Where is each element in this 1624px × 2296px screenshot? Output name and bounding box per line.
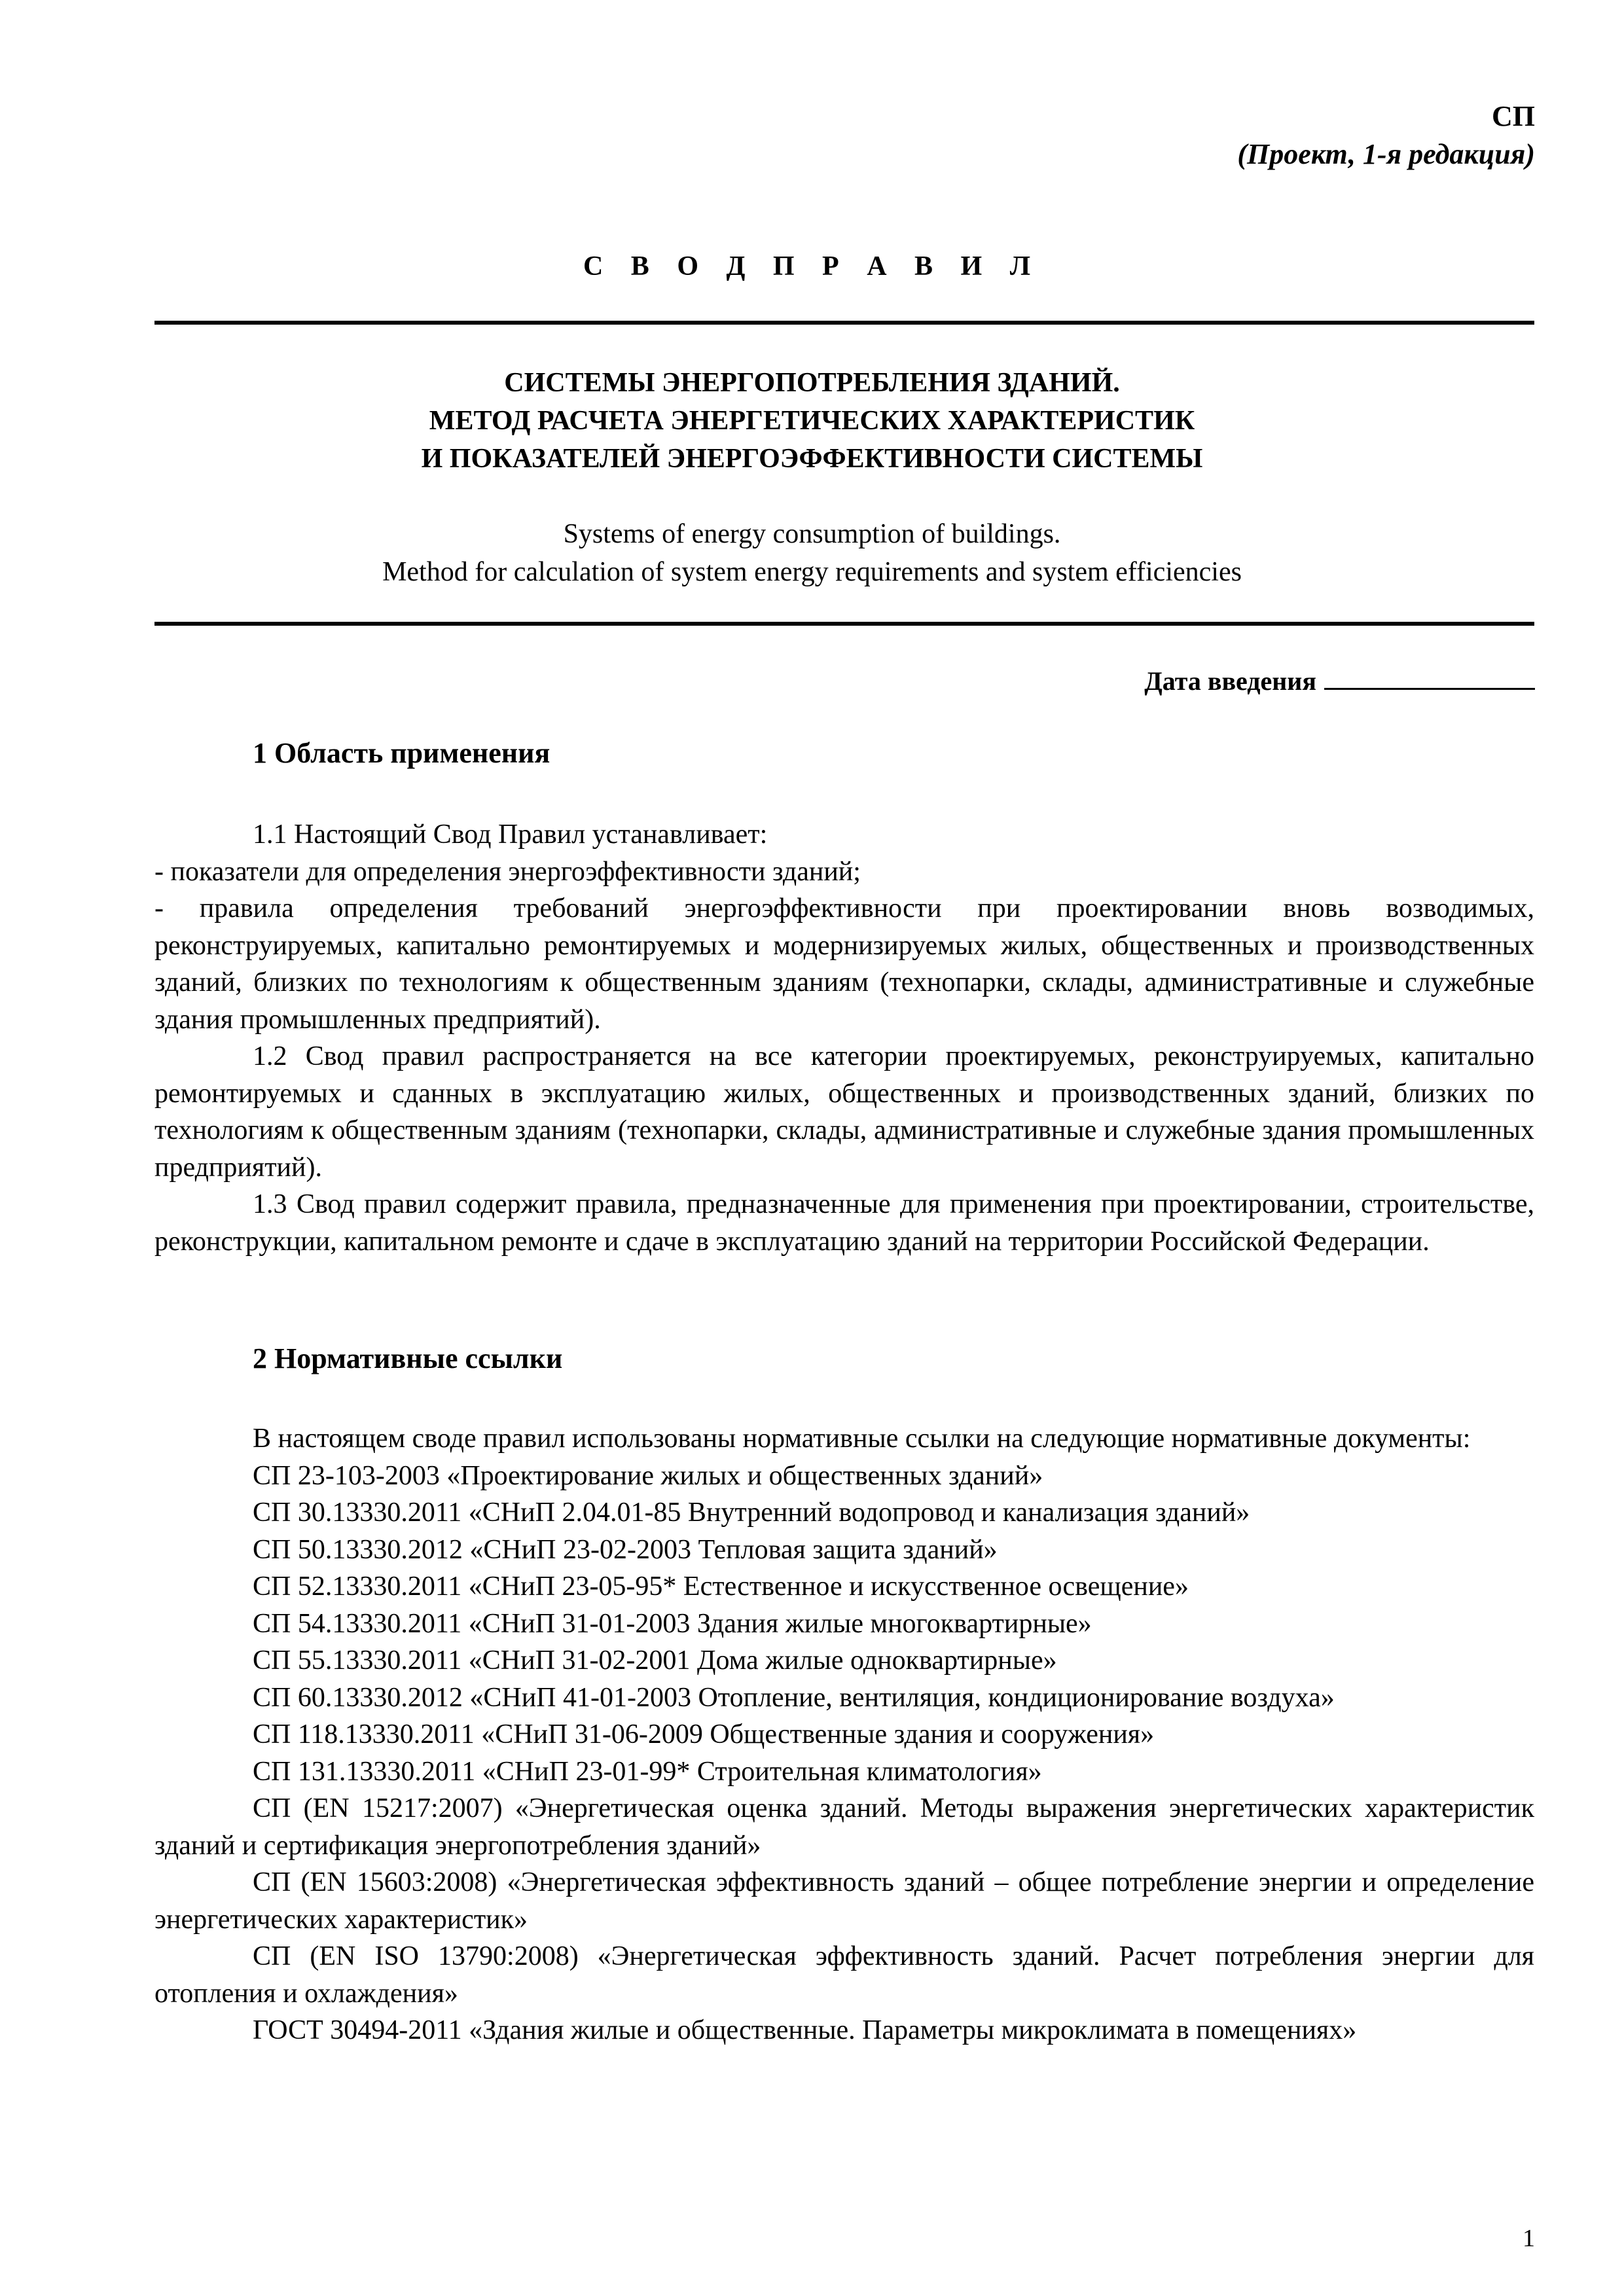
title-bottom-rule bbox=[154, 622, 1534, 626]
reference-item: СП 60.13330.2012 «СНиП 41-01-2003 Отопление, вентиляция, кондиционирование воздуха» bbox=[253, 1682, 1335, 1713]
date-label: Дата введения bbox=[1144, 666, 1316, 696]
reference-item: СП (EN ISO 13790:2008) «Энергетическая эффективность зданий. Расчет потребления энергии для отопления и охлаждения» bbox=[154, 1941, 1534, 2009]
title-russian bbox=[0, 364, 1624, 478]
paragraph: - показатели для определения энергоэффективности зданий; bbox=[154, 856, 861, 887]
title-en-line: Systems of energy consumption of buildings. bbox=[563, 519, 1061, 549]
section-2-heading: 2 Нормативные ссылки bbox=[253, 1342, 563, 1374]
paragraph: - правила определения требований энергоэффективности при проектировании вновь возводимых, реконструируемых, капитально ремонтируемых и модернизируемых жилых, общественных и производственных зданий, близких по технологиям к общественным зданиям (технопарки, склады, административные и служебные здания промышленных предприятий). bbox=[154, 893, 1534, 1035]
document-kind: С В О Д П Р А В И Л bbox=[583, 251, 1041, 281]
date-blank-line bbox=[1324, 664, 1535, 690]
page-number: 1 bbox=[1523, 2225, 1535, 2252]
section-1-body bbox=[154, 816, 1534, 1260]
reference-item: ГОСТ 30494-2011 «Здания жилые и общественные. Параметры микроклимата в помещениях» bbox=[253, 2015, 1357, 2045]
reference-item: СП 23-103-2003 «Проектирование жилых и общественных зданий» bbox=[253, 1460, 1043, 1491]
reference-item: СП 54.13330.2011 «СНиП 31-01-2003 Здания жилые многоквартирные» bbox=[253, 1608, 1092, 1639]
paragraph: 1.3 Свод правил содержит правила, предназначенные для применения при проектировании, строительстве, реконструкции, капитальном ремонте и сдаче в эксплуатацию зданий на территории Российской Федерации. bbox=[154, 1189, 1534, 1257]
title-en-line: Method for calculation of system energy requirements and system efficiencies bbox=[382, 557, 1242, 587]
paragraph: В настоящем своде правил использованы нормативные ссылки на следующие нормативные документы: bbox=[253, 1424, 1471, 1454]
edition-note: (Проект, 1-я редакция) bbox=[1237, 138, 1535, 170]
section-2-body bbox=[154, 1420, 1534, 2049]
reference-item: СП 118.13330.2011 «СНиП 31-06-2009 Общественные здания и сооружения» bbox=[253, 1719, 1155, 1749]
paragraph: 1.2 Свод правил распространяется на все категории проектируемых, реконструируемых, капитально ремонтируемых и сданных в эксплуатацию жилых, общественных и производственных зданий, близких по технологиям к общественным зданиям (технопарки, склады, административные и служебные здания промышленных предприятий). bbox=[154, 1041, 1534, 1183]
reference-item: СП (EN 15217:2007) «Энергетическая оценка зданий. Методы выражения энергетических характеристик зданий и сертификация энергопотребления зданий» bbox=[154, 1793, 1534, 1861]
title-ru-line: И ПОКАЗАТЕЛЕЙ ЭНЕРГОЭФФЕКТИВНОСТИ СИСТЕМЫ bbox=[421, 444, 1203, 474]
document-code: СП bbox=[1492, 100, 1535, 132]
title-top-rule bbox=[154, 321, 1534, 325]
reference-item: СП 55.13330.2011 «СНиП 31-02-2001 Дома жилые одноквартирные» bbox=[253, 1645, 1057, 1676]
section-1-heading: 1 Область применения bbox=[253, 737, 550, 769]
reference-item: СП 131.13330.2011 «СНиП 23-01-99* Строительная климатология» bbox=[253, 1756, 1042, 1787]
paragraph: 1.1 Настоящий Свод Правил устанавливает: bbox=[253, 819, 768, 850]
reference-item: СП 30.13330.2011 «СНиП 2.04.01-85 Внутренний водопровод и канализация зданий» bbox=[253, 1498, 1250, 1528]
title-english bbox=[0, 515, 1624, 591]
reference-item: СП 52.13330.2011 «СНиП 23-05-95* Естественное и искусственное освещение» bbox=[253, 1571, 1189, 1602]
introduction-date bbox=[1144, 664, 1535, 696]
reference-item: СП (EN 15603:2008) «Энергетическая эффективность зданий – общее потребление энергии и определение энергетических характеристик» bbox=[154, 1867, 1534, 1935]
title-ru-line: МЕТОД РАСЧЕТА ЭНЕРГЕТИЧЕСКИХ ХАРАКТЕРИСТИК bbox=[429, 406, 1195, 436]
title-ru-line: СИСТЕМЫ ЭНЕРГОПОТРЕБЛЕНИЯ ЗДАНИЙ. bbox=[504, 368, 1120, 398]
reference-item: СП 50.13330.2012 «СНиП 23-02-2003 Тепловая защита зданий» bbox=[253, 1534, 998, 1565]
